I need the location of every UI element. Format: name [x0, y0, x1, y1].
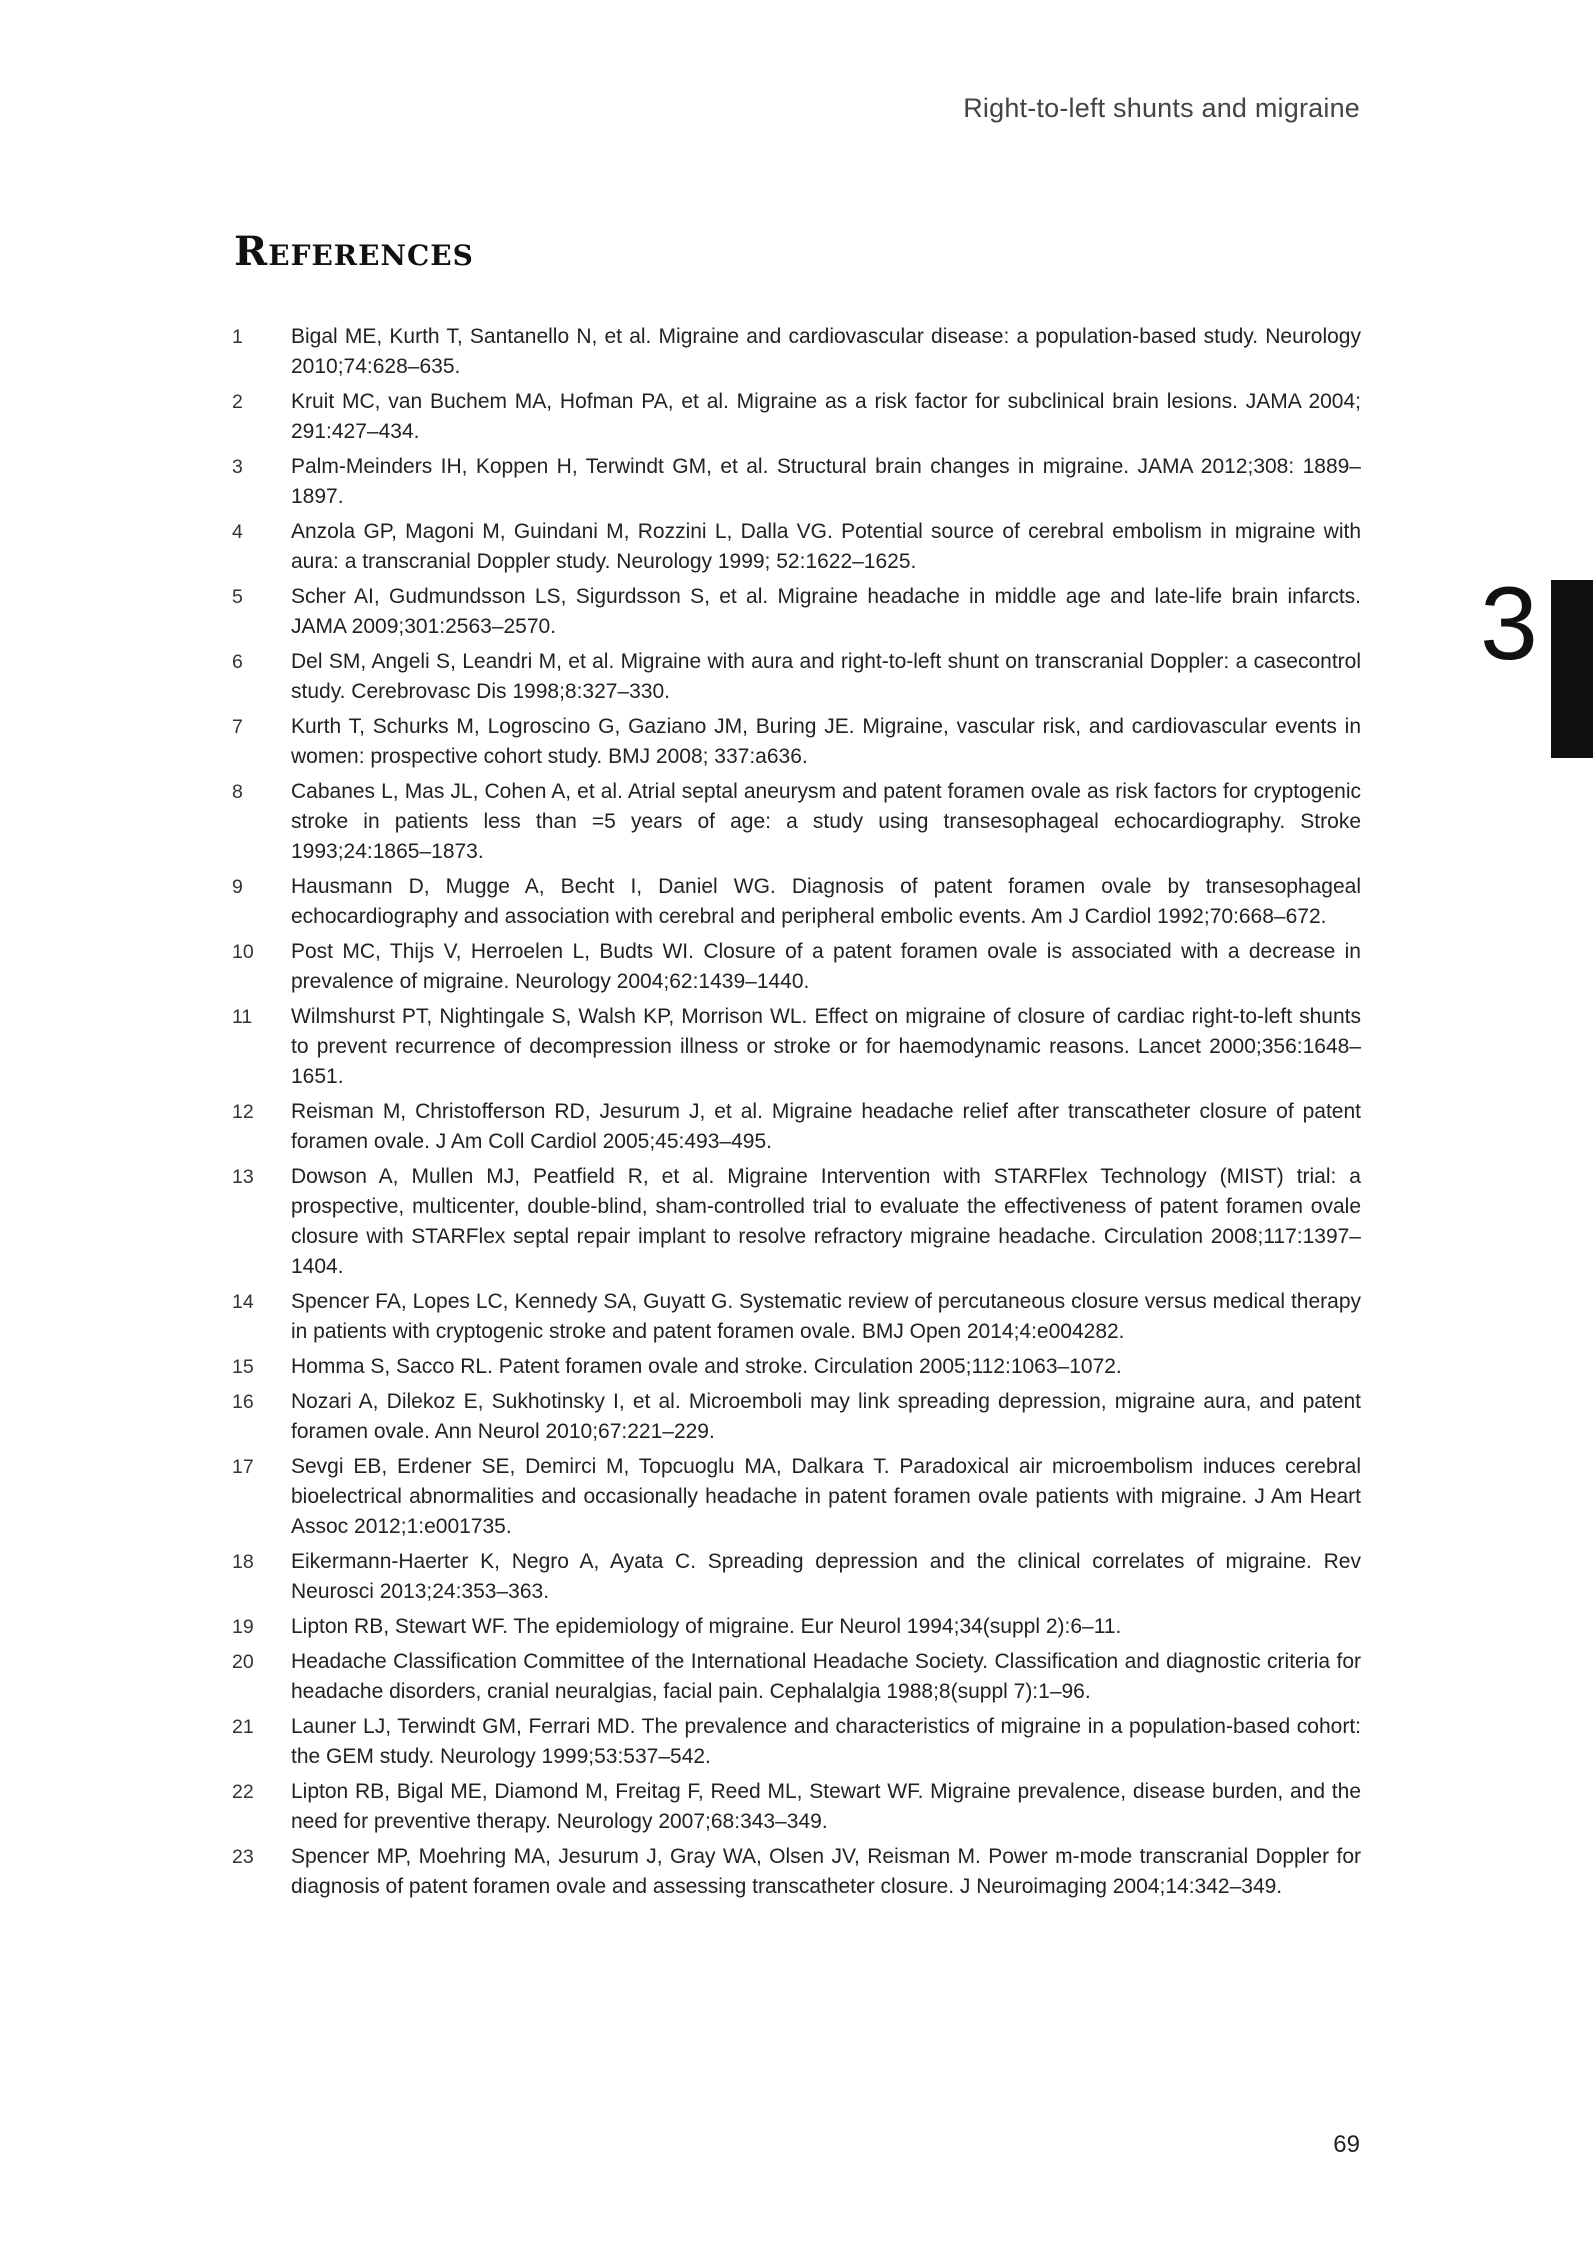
reference-item [232, 1712, 1361, 1772]
reference-text: Bigal ME, Kurth T, Santanello N, et al. Migraine and cardiovascular disease: a population-based study. Neurology 2010;74:628–635. [291, 325, 1361, 378]
reference-text: Homma S, Sacco RL. Patent foramen ovale and stroke. Circulation 2005;112:1063–1072. [291, 1355, 1122, 1378]
reference-text: Scher AI, Gudmundsson LS, Sigurdsson S, et al. Migraine headache in middle age and late-life brain infarcts. JAMA 2009;301:2563–2570. [291, 585, 1361, 638]
running-header: Right-to-left shunts and migraine [963, 93, 1360, 123]
reference-number: 5 [232, 586, 243, 608]
reference-number: 21 [232, 1716, 254, 1738]
reference-text: Spencer MP, Moehring MA, Jesurum J, Gray WA, Olsen JV, Reisman M. Power m-mode transcranial Doppler for diagnosis of patent foramen ovale and assessing transcatheter closure. J Neuroimaging 2004;14:342–349. [291, 1845, 1361, 1898]
reference-item [232, 1352, 1361, 1382]
reference-number: 18 [232, 1551, 254, 1573]
reference-item [232, 1287, 1361, 1347]
reference-item [232, 1777, 1361, 1837]
reference-text: Headache Classification Committee of the International Headache Society. Classification and diagnostic criteria for headache disorders, cranial neuralgias, facial pain. Cephalalgia 1988;8(suppl 7):1–96. [291, 1650, 1361, 1703]
reference-number: 14 [232, 1291, 254, 1313]
reference-text: Kruit MC, van Buchem MA, Hofman PA, et al. Migraine as a risk factor for subclinical brain lesions. JAMA 2004; 291:427–434. [291, 390, 1361, 443]
reference-number: 12 [232, 1101, 254, 1123]
reference-list [232, 322, 1361, 1907]
reference-text: Sevgi EB, Erdener SE, Demirci M, Topcuoglu MA, Dalkara T. Paradoxical air microembolism induces cerebral bioelectrical abnormalities and occasionally headache in patent foramen ovale patients with migraine. J Am Heart Assoc 2012;1:e001735. [291, 1455, 1361, 1538]
reference-text: Post MC, Thijs V, Herroelen L, Budts WI. Closure of a patent foramen ovale is associated with a decrease in prevalence of migraine. Neurology 2004;62:1439–1440. [291, 940, 1361, 993]
section-title: References [234, 228, 474, 275]
reference-text: Lipton RB, Bigal ME, Diamond M, Freitag F, Reed ML, Stewart WF. Migraine prevalence, disease burden, and the need for preventive therapy. Neurology 2007;68:343–349. [291, 1780, 1361, 1833]
reference-number: 19 [232, 1616, 254, 1638]
reference-item [232, 1097, 1361, 1157]
reference-text: Cabanes L, Mas JL, Cohen A, et al. Atrial septal aneurysm and patent foramen ovale as risk factors for cryptogenic stroke in patients less than =5 years of age: a study using transesophageal echocardiography. Stroke 1993;24:1865–1873. [291, 780, 1361, 863]
reference-text: Kurth T, Schurks M, Logroscino G, Gaziano JM, Buring JE. Migraine, vascular risk, and cardiovascular events in women: prospective cohort study. BMJ 2008; 337:a636. [291, 715, 1361, 768]
reference-number: 8 [232, 781, 243, 803]
reference-number: 1 [232, 326, 243, 348]
reference-item [232, 1002, 1361, 1092]
reference-text: Dowson A, Mullen MJ, Peatfield R, et al. Migraine Intervention with STARFlex Technology (MIST) trial: a prospective, multicenter, double-blind, sham-controlled trial to evaluate the effectiveness of patent foramen ovale closure with STARFlex septal repair implant to resolve refractory migraine headache. Circulation 2008;117:1397–1404. [291, 1165, 1361, 1278]
reference-number: 17 [232, 1456, 254, 1478]
reference-item [232, 387, 1361, 447]
chapter-number: 3 [1480, 566, 1538, 682]
reference-text: Wilmshurst PT, Nightingale S, Walsh KP, Morrison WL. Effect on migraine of closure of cardiac right-to-left shunts to prevent recurrence of decompression illness or stroke or for haemodynamic reasons. Lancet 2000;356:1648–1651. [291, 1005, 1361, 1088]
reference-number: 16 [232, 1391, 254, 1413]
reference-text: Nozari A, Dilekoz E, Sukhotinsky I, et al. Microemboli may link spreading depression, migraine aura, and patent foramen ovale. Ann Neurol 2010;67:221–229. [291, 1390, 1361, 1443]
reference-item [232, 1387, 1361, 1447]
reference-number: 11 [232, 1006, 253, 1028]
reference-item [232, 1452, 1361, 1542]
reference-item [232, 452, 1361, 512]
reference-item [232, 322, 1361, 382]
reference-text: Launer LJ, Terwindt GM, Ferrari MD. The prevalence and characteristics of migraine in a population-based cohort: the GEM study. Neurology 1999;53:537–542. [291, 1715, 1361, 1768]
reference-text: Hausmann D, Mugge A, Becht I, Daniel WG. Diagnosis of patent foramen ovale by transesophageal echocardiography and association with cerebral and peripheral embolic events. Am J Cardiol 1992;70:668–672. [291, 875, 1361, 928]
reference-number: 22 [232, 1781, 254, 1803]
reference-item [232, 647, 1361, 707]
reference-text: Spencer FA, Lopes LC, Kennedy SA, Guyatt G. Systematic review of percutaneous closure versus medical therapy in patients with cryptogenic stroke and patent foramen ovale. BMJ Open 2014;4:e004282. [291, 1290, 1361, 1343]
reference-number: 4 [232, 521, 243, 543]
reference-number: 20 [232, 1651, 254, 1673]
reference-number: 10 [232, 941, 254, 963]
reference-item [232, 582, 1361, 642]
reference-item [232, 712, 1361, 772]
reference-item [232, 1162, 1361, 1282]
reference-number: 15 [232, 1356, 254, 1378]
page-number: 69 [1333, 2131, 1360, 2158]
reference-number: 6 [232, 651, 243, 673]
reference-item [232, 777, 1361, 867]
reference-number: 2 [232, 391, 243, 413]
reference-text: Lipton RB, Stewart WF. The epidemiology of migraine. Eur Neurol 1994;34(suppl 2):6–11. [291, 1615, 1122, 1638]
reference-item [232, 517, 1361, 577]
reference-item [232, 872, 1361, 932]
reference-item [232, 1842, 1361, 1902]
reference-number: 7 [232, 716, 243, 738]
reference-number: 23 [232, 1846, 254, 1868]
reference-text: Palm-Meinders IH, Koppen H, Terwindt GM, et al. Structural brain changes in migraine. JAMA 2012;308: 1889–1897. [291, 455, 1361, 508]
reference-text: Eikermann-Haerter K, Negro A, Ayata C. Spreading depression and the clinical correlates of migraine. Rev Neurosci 2013;24:353–363. [291, 1550, 1361, 1603]
reference-item [232, 937, 1361, 997]
reference-item [232, 1612, 1361, 1642]
reference-number: 3 [232, 456, 243, 478]
reference-text: Reisman M, Christofferson RD, Jesurum J, et al. Migraine headache relief after transcatheter closure of patent foramen ovale. J Am Coll Cardiol 2005;45:493–495. [291, 1100, 1361, 1153]
reference-number: 9 [232, 876, 243, 898]
reference-item [232, 1647, 1361, 1707]
reference-text: Anzola GP, Magoni M, Guindani M, Rozzini L, Dalla VG. Potential source of cerebral embolism in migraine with aura: a transcranial Doppler study. Neurology 1999; 52:1622–1625. [291, 520, 1361, 573]
reference-item [232, 1547, 1361, 1607]
reference-text: Del SM, Angeli S, Leandri M, et al. Migraine with aura and right-to-left shunt on transcranial Doppler: a casecontrol study. Cerebrovasc Dis 1998;8:327–330. [291, 650, 1361, 703]
reference-number: 13 [232, 1166, 254, 1188]
chapter-tab [1551, 580, 1593, 758]
